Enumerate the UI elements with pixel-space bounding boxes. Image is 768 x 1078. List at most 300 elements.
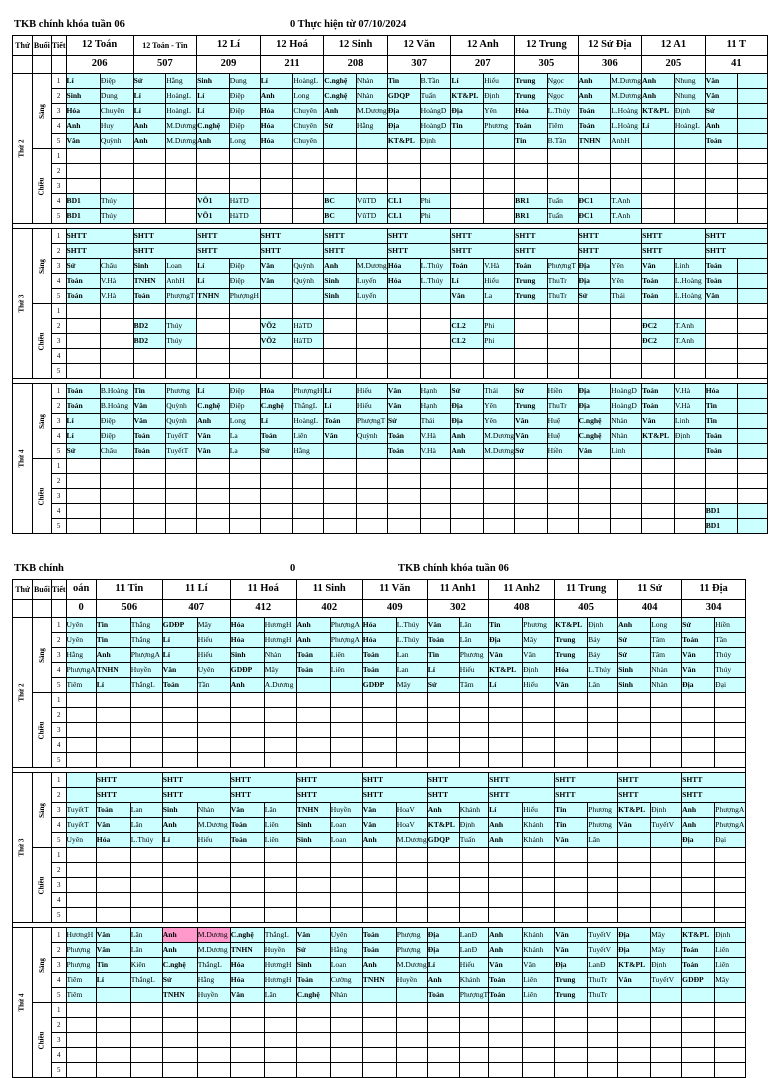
cell-teacher[interactable] bbox=[715, 708, 746, 723]
cell-teacher[interactable] bbox=[197, 1003, 230, 1018]
cell-subject[interactable] bbox=[197, 334, 230, 349]
cell-teacher[interactable]: Huệ bbox=[547, 414, 578, 429]
cell-teacher[interactable]: Định bbox=[674, 429, 705, 444]
cell-teacher[interactable]: Vân bbox=[523, 958, 555, 973]
cell-subject[interactable] bbox=[489, 723, 523, 738]
cell-subject[interactable]: Hóa bbox=[230, 633, 264, 648]
cell-teacher[interactable]: Yên bbox=[611, 259, 642, 274]
cell-teacher[interactable] bbox=[715, 1033, 746, 1048]
cell-teacher[interactable]: Long bbox=[229, 134, 260, 149]
cell-subject[interactable]: Địa bbox=[578, 259, 611, 274]
cell-teacher[interactable] bbox=[588, 878, 618, 893]
cell-teacher[interactable] bbox=[100, 179, 133, 194]
cell-subject[interactable]: SHTT bbox=[260, 244, 293, 259]
cell-subject[interactable]: VÕ1 bbox=[197, 194, 230, 209]
cell-teacher[interactable]: Hạnh bbox=[420, 399, 451, 414]
cell-teacher[interactable] bbox=[738, 149, 768, 164]
cell-teacher[interactable]: Phương bbox=[166, 384, 197, 399]
cell-teacher[interactable]: TuyếtT bbox=[166, 429, 197, 444]
cell-subject[interactable] bbox=[642, 149, 675, 164]
cell-teacher[interactable] bbox=[738, 89, 768, 104]
cell-subject[interactable] bbox=[96, 863, 130, 878]
cell-teacher[interactable]: Định bbox=[674, 104, 705, 119]
cell-teacher[interactable] bbox=[396, 788, 427, 803]
cell-teacher[interactable]: Điệp bbox=[229, 119, 260, 134]
cell-teacher[interactable]: M.Dương bbox=[611, 74, 642, 89]
cell-subject[interactable]: SHTT bbox=[618, 788, 651, 803]
cell-teacher[interactable]: Khánh bbox=[523, 818, 555, 833]
cell-subject[interactable]: Văn bbox=[66, 134, 100, 149]
cell-teacher[interactable]: T.Anh bbox=[674, 319, 705, 334]
cell-subject[interactable]: Lí bbox=[66, 74, 100, 89]
cell-teacher[interactable] bbox=[611, 334, 642, 349]
cell-teacher[interactable] bbox=[738, 244, 768, 259]
cell-subject[interactable] bbox=[362, 738, 396, 753]
cell-subject[interactable]: Toán bbox=[642, 289, 675, 304]
cell-teacher[interactable] bbox=[484, 459, 515, 474]
cell-subject[interactable] bbox=[296, 753, 330, 768]
cell-teacher[interactable] bbox=[484, 209, 515, 224]
cell-subject[interactable]: Tin bbox=[427, 648, 459, 663]
cell-subject[interactable] bbox=[387, 164, 420, 179]
cell-teacher[interactable]: Hiếu bbox=[197, 833, 230, 848]
cell-teacher[interactable]: Châu bbox=[100, 259, 133, 274]
cell-subject[interactable]: SHTT bbox=[66, 229, 100, 244]
cell-subject[interactable]: Hóa bbox=[66, 104, 100, 119]
cell-teacher[interactable]: T.Anh bbox=[674, 334, 705, 349]
cell-teacher[interactable]: Phượng bbox=[396, 928, 427, 943]
cell-teacher[interactable]: HoaV bbox=[396, 803, 427, 818]
cell-subject[interactable] bbox=[162, 723, 197, 738]
cell-teacher[interactable] bbox=[611, 164, 642, 179]
cell-subject[interactable]: Lí bbox=[427, 663, 459, 678]
cell-teacher[interactable]: Hằng bbox=[330, 943, 362, 958]
cell-teacher[interactable]: M.Dương bbox=[197, 818, 230, 833]
cell-teacher[interactable] bbox=[674, 179, 705, 194]
cell-teacher[interactable] bbox=[738, 504, 768, 519]
cell-teacher[interactable] bbox=[396, 848, 427, 863]
cell-subject[interactable] bbox=[133, 304, 166, 319]
cell-teacher[interactable]: HoàngL bbox=[674, 119, 705, 134]
cell-teacher[interactable]: HàTD bbox=[293, 334, 324, 349]
cell-subject[interactable]: Lí bbox=[427, 958, 459, 973]
cell-teacher[interactable]: Mây bbox=[651, 943, 682, 958]
cell-subject[interactable]: Địa bbox=[387, 119, 420, 134]
cell-subject[interactable] bbox=[618, 988, 651, 1003]
cell-subject[interactable] bbox=[705, 194, 737, 209]
cell-teacher[interactable]: HàTD bbox=[229, 194, 260, 209]
cell-teacher[interactable]: Thắng bbox=[130, 633, 162, 648]
cell-teacher[interactable] bbox=[738, 429, 768, 444]
cell-subject[interactable]: Toán bbox=[705, 429, 737, 444]
cell-subject[interactable] bbox=[162, 1018, 197, 1033]
cell-subject[interactable]: SHTT bbox=[387, 229, 420, 244]
cell-subject[interactable]: Anh bbox=[296, 618, 330, 633]
cell-teacher[interactable] bbox=[651, 773, 682, 788]
cell-subject[interactable] bbox=[427, 1048, 459, 1063]
cell-teacher[interactable] bbox=[547, 489, 578, 504]
cell-subject[interactable]: Trung bbox=[555, 648, 588, 663]
cell-subject[interactable] bbox=[260, 364, 293, 379]
cell-subject[interactable] bbox=[324, 334, 357, 349]
cell-subject[interactable]: Địa bbox=[618, 928, 651, 943]
cell-teacher[interactable] bbox=[588, 708, 618, 723]
cell-teacher[interactable] bbox=[264, 1063, 296, 1078]
cell-subject[interactable] bbox=[66, 349, 100, 364]
cell-subject[interactable] bbox=[515, 504, 547, 519]
cell-subject[interactable] bbox=[427, 738, 459, 753]
cell-teacher[interactable] bbox=[588, 693, 618, 708]
cell-teacher[interactable]: Hiếu bbox=[356, 399, 387, 414]
cell-teacher[interactable] bbox=[166, 179, 197, 194]
cell-teacher[interactable]: M.Dương bbox=[166, 119, 197, 134]
cell-subject[interactable] bbox=[578, 459, 611, 474]
cell-subject[interactable] bbox=[197, 474, 230, 489]
cell-subject[interactable] bbox=[642, 134, 675, 149]
cell-teacher[interactable] bbox=[611, 519, 642, 534]
cell-subject[interactable]: Anh bbox=[427, 973, 459, 988]
cell-teacher[interactable] bbox=[523, 773, 555, 788]
cell-subject[interactable]: TNHN bbox=[162, 988, 197, 1003]
cell-teacher[interactable] bbox=[588, 723, 618, 738]
cell-subject[interactable]: Anh bbox=[642, 89, 675, 104]
cell-subject[interactable] bbox=[555, 1063, 588, 1078]
cell-teacher[interactable]: Dung bbox=[100, 89, 133, 104]
cell-subject[interactable] bbox=[133, 474, 166, 489]
cell-subject[interactable]: Tin bbox=[555, 818, 588, 833]
cell-teacher[interactable]: Hằng bbox=[197, 973, 230, 988]
cell-teacher[interactable] bbox=[523, 848, 555, 863]
cell-subject[interactable] bbox=[324, 179, 357, 194]
cell-teacher[interactable] bbox=[715, 788, 746, 803]
cell-subject[interactable]: Hóa bbox=[555, 663, 588, 678]
cell-teacher[interactable]: Lân bbox=[459, 618, 488, 633]
cell-teacher[interactable] bbox=[293, 164, 324, 179]
cell-subject[interactable] bbox=[451, 164, 484, 179]
cell-subject[interactable] bbox=[705, 489, 737, 504]
cell-subject[interactable] bbox=[578, 319, 611, 334]
cell-teacher[interactable] bbox=[229, 179, 260, 194]
cell-teacher[interactable]: PhượngA bbox=[330, 633, 362, 648]
cell-subject[interactable]: Tin bbox=[96, 618, 130, 633]
cell-teacher[interactable]: Lan bbox=[130, 803, 162, 818]
cell-teacher[interactable]: PhượngA bbox=[330, 618, 362, 633]
cell-teacher[interactable]: Phượng bbox=[396, 943, 427, 958]
cell-subject[interactable]: SHTT bbox=[324, 229, 357, 244]
cell-subject[interactable] bbox=[260, 474, 293, 489]
cell-teacher[interactable]: Nhàn bbox=[330, 988, 362, 1003]
cell-teacher[interactable] bbox=[264, 1033, 296, 1048]
cell-subject[interactable] bbox=[260, 194, 293, 209]
cell-teacher[interactable]: HoàngL bbox=[166, 104, 197, 119]
cell-teacher[interactable]: Nhàn bbox=[356, 89, 387, 104]
cell-subject[interactable] bbox=[451, 209, 484, 224]
cell-teacher[interactable] bbox=[459, 908, 488, 923]
cell-subject[interactable]: GDQP bbox=[427, 833, 459, 848]
cell-teacher[interactable] bbox=[715, 988, 746, 1003]
cell-teacher[interactable] bbox=[330, 1018, 362, 1033]
cell-subject[interactable]: Văn bbox=[96, 943, 130, 958]
cell-subject[interactable] bbox=[324, 364, 357, 379]
cell-subject[interactable] bbox=[66, 319, 100, 334]
cell-teacher[interactable] bbox=[356, 519, 387, 534]
cell-subject[interactable]: Toán bbox=[66, 289, 100, 304]
cell-teacher[interactable]: ThuTr bbox=[547, 399, 578, 414]
cell-subject[interactable] bbox=[133, 179, 166, 194]
cell-teacher[interactable] bbox=[130, 893, 162, 908]
cell-subject[interactable]: Văn bbox=[197, 444, 230, 459]
cell-teacher[interactable]: Hiếu bbox=[459, 958, 488, 973]
cell-subject[interactable] bbox=[387, 149, 420, 164]
cell-subject[interactable]: C.nghệ bbox=[230, 928, 264, 943]
cell-teacher[interactable]: L.Hoàng bbox=[674, 289, 705, 304]
cell-subject[interactable]: SHTT bbox=[362, 788, 396, 803]
cell-teacher[interactable] bbox=[547, 474, 578, 489]
cell-subject[interactable]: Địa bbox=[427, 928, 459, 943]
cell-subject[interactable] bbox=[133, 194, 166, 209]
cell-subject[interactable]: Toán bbox=[162, 678, 197, 693]
cell-subject[interactable]: Lí bbox=[66, 429, 100, 444]
cell-teacher[interactable] bbox=[356, 459, 387, 474]
cell-subject[interactable]: Lí bbox=[66, 414, 100, 429]
cell-subject[interactable]: KT&PL bbox=[618, 958, 651, 973]
cell-subject[interactable]: Toán bbox=[642, 384, 675, 399]
cell-subject[interactable] bbox=[427, 708, 459, 723]
cell-subject[interactable]: Văn bbox=[296, 928, 330, 943]
cell-subject[interactable] bbox=[133, 489, 166, 504]
cell-subject[interactable] bbox=[682, 723, 715, 738]
cell-subject[interactable]: Địa bbox=[451, 414, 484, 429]
cell-subject[interactable]: Anh bbox=[705, 119, 737, 134]
cell-teacher[interactable]: Định bbox=[588, 618, 618, 633]
cell-subject[interactable]: SHTT bbox=[162, 773, 197, 788]
cell-subject[interactable]: Toán bbox=[133, 429, 166, 444]
cell-teacher[interactable] bbox=[738, 474, 768, 489]
cell-teacher[interactable]: Thúy bbox=[166, 334, 197, 349]
cell-teacher[interactable]: Uyên bbox=[197, 663, 230, 678]
cell-subject[interactable]: Trung bbox=[515, 289, 547, 304]
cell-subject[interactable] bbox=[387, 364, 420, 379]
cell-subject[interactable]: Văn bbox=[618, 973, 651, 988]
cell-subject[interactable]: Anh bbox=[489, 833, 523, 848]
cell-teacher[interactable] bbox=[547, 244, 578, 259]
cell-teacher[interactable]: Huyền bbox=[197, 988, 230, 1003]
cell-subject[interactable] bbox=[427, 1003, 459, 1018]
cell-subject[interactable]: Văn bbox=[489, 648, 523, 663]
cell-subject[interactable] bbox=[642, 519, 675, 534]
cell-teacher[interactable] bbox=[356, 244, 387, 259]
cell-teacher[interactable] bbox=[738, 274, 768, 289]
cell-subject[interactable]: Văn bbox=[387, 399, 420, 414]
cell-teacher[interactable]: HoaV bbox=[396, 818, 427, 833]
cell-teacher[interactable]: Long bbox=[229, 414, 260, 429]
cell-teacher[interactable] bbox=[715, 723, 746, 738]
cell-subject[interactable] bbox=[427, 878, 459, 893]
cell-teacher[interactable]: Huệ bbox=[547, 429, 578, 444]
cell-subject[interactable] bbox=[642, 459, 675, 474]
cell-teacher[interactable] bbox=[293, 474, 324, 489]
cell-subject[interactable]: Địa bbox=[427, 943, 459, 958]
cell-teacher[interactable] bbox=[674, 349, 705, 364]
cell-teacher[interactable]: Cường bbox=[330, 973, 362, 988]
cell-teacher[interactable]: Yên bbox=[484, 104, 515, 119]
cell-teacher[interactable]: Phi bbox=[484, 334, 515, 349]
cell-teacher[interactable] bbox=[547, 334, 578, 349]
cell-teacher[interactable]: Bảy bbox=[588, 648, 618, 663]
cell-subject[interactable] bbox=[618, 1048, 651, 1063]
cell-subject[interactable] bbox=[427, 1033, 459, 1048]
cell-teacher[interactable]: Hiếu bbox=[523, 803, 555, 818]
cell-teacher[interactable]: Tuấn bbox=[547, 209, 578, 224]
cell-subject[interactable]: SHTT bbox=[682, 773, 715, 788]
cell-teacher[interactable]: TuyếtV bbox=[651, 818, 682, 833]
cell-teacher[interactable] bbox=[674, 304, 705, 319]
cell-subject[interactable] bbox=[489, 693, 523, 708]
cell-subject[interactable]: BR1 bbox=[515, 209, 547, 224]
cell-teacher[interactable]: Loan bbox=[330, 818, 362, 833]
cell-teacher[interactable]: Tần bbox=[197, 678, 230, 693]
cell-teacher[interactable]: PhượngT bbox=[547, 259, 578, 274]
cell-subject[interactable] bbox=[451, 349, 484, 364]
cell-teacher[interactable]: Liên bbox=[330, 663, 362, 678]
cell-teacher[interactable] bbox=[197, 788, 230, 803]
cell-teacher[interactable] bbox=[229, 334, 260, 349]
cell-subject[interactable]: Lí bbox=[324, 399, 357, 414]
cell-teacher[interactable]: Lân bbox=[588, 678, 618, 693]
cell-subject[interactable] bbox=[66, 304, 100, 319]
cell-teacher[interactable] bbox=[130, 848, 162, 863]
cell-teacher[interactable] bbox=[356, 444, 387, 459]
cell-subject[interactable]: Lí bbox=[451, 274, 484, 289]
cell-subject[interactable]: KT&PL bbox=[682, 928, 715, 943]
cell-subject[interactable] bbox=[260, 504, 293, 519]
cell-teacher[interactable]: Thái bbox=[484, 384, 515, 399]
cell-teacher[interactable]: Liên bbox=[293, 429, 324, 444]
cell-subject[interactable]: SHTT bbox=[296, 788, 330, 803]
cell-teacher[interactable] bbox=[396, 893, 427, 908]
cell-teacher[interactable]: HoàngL bbox=[166, 89, 197, 104]
cell-subject[interactable]: Anh bbox=[427, 803, 459, 818]
cell-subject[interactable] bbox=[515, 179, 547, 194]
cell-subject[interactable] bbox=[555, 893, 588, 908]
cell-subject[interactable]: SHTT bbox=[66, 244, 100, 259]
cell-subject[interactable] bbox=[324, 489, 357, 504]
cell-subject[interactable]: Toán bbox=[705, 444, 737, 459]
cell-teacher[interactable] bbox=[229, 504, 260, 519]
cell-teacher[interactable]: Linh bbox=[674, 414, 705, 429]
cell-subject[interactable]: KT&PL bbox=[618, 803, 651, 818]
cell-teacher[interactable]: ThắngL bbox=[264, 928, 296, 943]
cell-subject[interactable]: TNHN bbox=[362, 973, 396, 988]
cell-subject[interactable] bbox=[451, 504, 484, 519]
cell-teacher[interactable] bbox=[197, 1063, 230, 1078]
cell-subject[interactable] bbox=[324, 149, 357, 164]
cell-teacher[interactable] bbox=[459, 1018, 488, 1033]
cell-subject[interactable]: KT&PL bbox=[555, 618, 588, 633]
cell-subject[interactable] bbox=[578, 334, 611, 349]
cell-teacher[interactable]: Liên bbox=[330, 648, 362, 663]
cell-teacher[interactable]: ThuTr bbox=[588, 973, 618, 988]
cell-subject[interactable]: Văn bbox=[555, 833, 588, 848]
cell-subject[interactable] bbox=[642, 444, 675, 459]
cell-teacher[interactable] bbox=[100, 459, 133, 474]
cell-subject[interactable] bbox=[362, 1063, 396, 1078]
cell-teacher[interactable]: T.Anh bbox=[611, 194, 642, 209]
cell-subject[interactable] bbox=[618, 893, 651, 908]
cell-subject[interactable]: Trung bbox=[515, 89, 547, 104]
cell-subject[interactable] bbox=[66, 334, 100, 349]
cell-teacher[interactable]: TuyếtV bbox=[588, 943, 618, 958]
cell-teacher[interactable] bbox=[264, 893, 296, 908]
cell-subject[interactable] bbox=[66, 179, 100, 194]
cell-subject[interactable]: Toán bbox=[451, 259, 484, 274]
cell-subject[interactable]: Văn bbox=[489, 958, 523, 973]
cell-subject[interactable] bbox=[489, 753, 523, 768]
cell-subject[interactable] bbox=[682, 1048, 715, 1063]
cell-subject[interactable]: SHTT bbox=[451, 244, 484, 259]
cell-teacher[interactable] bbox=[330, 678, 362, 693]
cell-teacher[interactable] bbox=[396, 773, 427, 788]
cell-subject[interactable] bbox=[578, 364, 611, 379]
cell-subject[interactable] bbox=[197, 489, 230, 504]
cell-subject[interactable]: C.nghệ bbox=[324, 89, 357, 104]
cell-teacher[interactable] bbox=[293, 504, 324, 519]
cell-subject[interactable]: GDQP bbox=[387, 89, 420, 104]
cell-teacher[interactable]: Phương bbox=[484, 119, 515, 134]
cell-teacher[interactable] bbox=[459, 738, 488, 753]
cell-subject[interactable] bbox=[362, 1003, 396, 1018]
cell-teacher[interactable] bbox=[197, 1048, 230, 1063]
cell-subject[interactable]: BD1 bbox=[66, 194, 100, 209]
cell-teacher[interactable] bbox=[715, 738, 746, 753]
cell-teacher[interactable] bbox=[674, 364, 705, 379]
cell-subject[interactable]: C.nghệ bbox=[296, 988, 330, 1003]
cell-teacher[interactable]: L.Thúy bbox=[130, 833, 162, 848]
cell-teacher[interactable]: L.Hoàng bbox=[611, 104, 642, 119]
cell-teacher[interactable]: Hiếu bbox=[459, 663, 488, 678]
cell-teacher[interactable] bbox=[715, 773, 746, 788]
cell-teacher[interactable] bbox=[100, 489, 133, 504]
cell-teacher[interactable] bbox=[484, 489, 515, 504]
cell-teacher[interactable] bbox=[264, 738, 296, 753]
cell-subject[interactable] bbox=[555, 1003, 588, 1018]
cell-subject[interactable] bbox=[197, 519, 230, 534]
cell-teacher[interactable] bbox=[264, 773, 296, 788]
cell-teacher[interactable] bbox=[166, 304, 197, 319]
cell-teacher[interactable]: Loan bbox=[166, 259, 197, 274]
cell-subject[interactable] bbox=[66, 164, 100, 179]
cell-teacher[interactable] bbox=[715, 1048, 746, 1063]
cell-teacher[interactable] bbox=[356, 504, 387, 519]
cell-teacher[interactable]: M.Dương bbox=[484, 429, 515, 444]
cell-subject[interactable] bbox=[515, 164, 547, 179]
cell-subject[interactable]: Lí bbox=[162, 633, 197, 648]
cell-teacher[interactable]: Tiêm bbox=[547, 119, 578, 134]
cell-subject[interactable]: Anh bbox=[133, 134, 166, 149]
cell-teacher[interactable]: Lân bbox=[130, 818, 162, 833]
cell-teacher[interactable] bbox=[715, 893, 746, 908]
cell-teacher[interactable] bbox=[396, 1063, 427, 1078]
cell-teacher[interactable] bbox=[356, 334, 387, 349]
cell-subject[interactable]: Tin bbox=[705, 399, 737, 414]
cell-subject[interactable]: TNHN bbox=[96, 663, 130, 678]
cell-subject[interactable] bbox=[555, 738, 588, 753]
cell-teacher[interactable]: Tuấn bbox=[547, 194, 578, 209]
cell-subject[interactable] bbox=[705, 474, 737, 489]
cell-teacher[interactable]: M.Dương bbox=[356, 104, 387, 119]
cell-subject[interactable] bbox=[515, 149, 547, 164]
cell-subject[interactable] bbox=[618, 848, 651, 863]
